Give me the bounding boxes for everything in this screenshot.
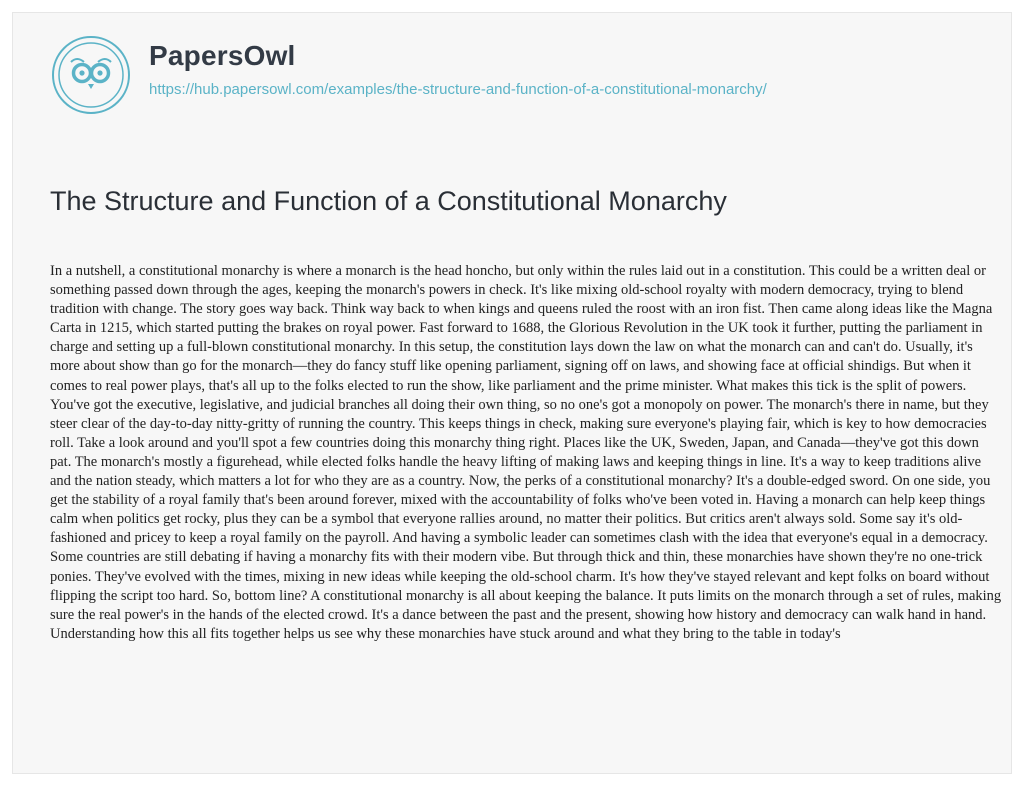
- brand: [149, 39, 869, 100]
- source-url-link[interactable]: https://hub.papersowl.com/examples/the-structure-and-function-of-a-constitutional-monarchy/: [149, 81, 767, 98]
- brand-name: PapersOwl: [149, 40, 296, 71]
- article-title: The Structure and Function of a Constitutional Monarchy: [50, 186, 727, 216]
- header: [51, 35, 869, 115]
- article-body: In a nutshell, a constitutional monarchy is where a monarch is the head honcho, but only within the rules laid out in a constitution. This could be a written deal or something passed down through the ages, keeping the monarch's powers in check. It's like mixing old-school royalty with modern democracy, trying to blend tradition with change. The story goes way back. Think way back to when kings and queens ruled the roost with an iron fist. Then came along ideas like the Magna Carta in 1215, which started putting the brakes on royal power. Fast forward to 1688, the Glorious Revolution in the UK took it further, putting the parliament in charge and setting up a full-blown constitutional monarchy. In this setup, the constitution lays down the law on what the monarch can and can't do. Usually, it's more about show than go for the monarch—they do fancy stuff like opening parliament, signing off on laws, and showing face at official shindigs. But when it comes to real power plays, that's all up to the folks elected to run the show, like parliament and the prime minister. What makes this tick is the split of powers. You've got the executive, legislative, and judicial branches all doing their own thing, so no one's got a monopoly on power. The monarch's there in name, but they steer clear of the day-to-day nitty-gritty of running the country. This keeps things in check, making sure everyone's playing fair, which is key to how democracies roll. Take a look around and you'll spot a few countries doing this monarchy thing right. Places like the UK, Sweden, Japan, and Canada—they've got this down pat. The monarch's mostly a figurehead, while elected folks handle the heavy lifting of making laws and keeping things in line. It's a way to keep traditions alive and the nation steady, which matters a lot for who they are as a country. Now, the perks of a constitutional monarchy? It's a double-edged sword. On one side, you get the stability of a royal family that's been around forever, mixed with the accountability of folks who've been voted in. Having a monarch can help keep things calm when politics get rocky, plus they can be a symbol that everyone rallies around, no matter their politics. But critics aren't always sold. Some say it's old-fashioned and pricey to keep a royal family on the payroll. And having a symbolic leader can sometimes clash with the idea that everyone's equal in a democracy. Some countries are still debating if having a monarchy fits with their modern vibe. But through thick and thin, these monarchies have shown they're no one-trick ponies. They've evolved with the times, mixing in new ideas while keeping the old-school charm. It's how they've stayed relevant and kept folks on board without flipping the script too hard. So, bottom line? A constitutional monarchy is all about keeping the balance. It puts limits on the monarch through a set of rules, making sure the real power's in the hands of the elected crowd. It's a dance between the past and the present, showing how history and democracy can walk hand in hand. Understanding how this all fits together helps us see why these monarchies have stuck around and what they bring to the table in today's: [50, 263, 1002, 642]
- owl-logo-icon: [51, 35, 131, 115]
- page-frame: [12, 12, 1012, 774]
